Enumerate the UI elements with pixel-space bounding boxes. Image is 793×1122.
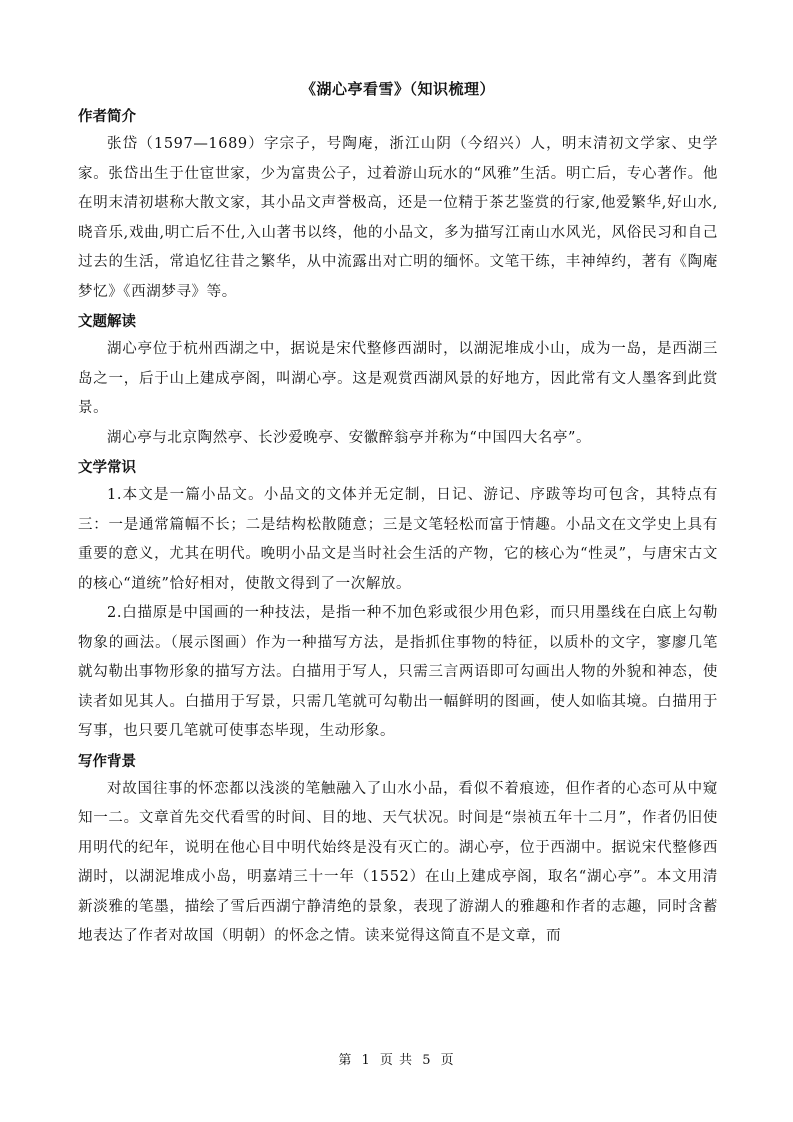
section-author-intro [78,106,718,307]
footer-prefix: 第 [338,1053,353,1068]
footer-mid: 页 共 [379,1053,414,1068]
paragraph: 1.本文是一篇小品文。小品文的文体并无定制，日记、游记、序跋等均可包含，其特点有三：一是通常篇幅不长；二是结构松散随意；三是文笔轻松而富于情趣。小品文在文学史上具有重要的意义，尤其在明代。晚明小品文是当时社会生活的产物，它的核心为“性灵”，与唐宋古文的核心“道统”恰好相对，使散文得到了一次解放。 [78,487,718,592]
section-title-interpretation [78,311,718,453]
footer-suffix: 页 [440,1053,455,1068]
page-number: 1 [361,1053,371,1068]
section-writing-background [78,751,718,952]
section-literary-knowledge [78,457,718,747]
paragraph: 湖心亭位于杭州西湖之中，据说是宋代整修西湖时，以湖泥堆成小山，成为一岛，是西湖三岛之一，后于山上建成亭阁，叫湖心亭。这是观赏西湖风景的好地方，因此常有文人墨客到此赏景。 [78,341,718,416]
paragraph: 对故国往事的怀恋都以浅淡的笔触融入了山水小品，看似不着痕迹，但作者的心态可从中窥知一二。文章首先交代看雪的时间、目的地、天气状况。时间是“崇祯五年十二月”，作者仍旧使用明代的纪年，说明在他心目中明代始终是没有灭亡的。湖心亭，位于西湖中。据说宋代整修西湖时，以湖泥堆成小岛，明嘉靖三十一年（1552）在山上建成亭阁，取名“湖心亭”。本文用清新淡雅的笔墨，描绘了雪后西湖宁静清绝的景象，表现了游湖人的雅趣和作者的志趣，同时含蓄地表达了作者对故国（明朝）的怀念之情。读来觉得这简直不是文章，而 [78,780,718,944]
section-heading: 文学常识 [78,460,136,476]
page-footer [0,1052,793,1070]
section-heading: 文题解读 [78,314,136,330]
section-heading: 写作背景 [78,753,136,770]
section-heading: 作者简介 [78,109,136,125]
paragraph: 张岱（1597—1689）字宗子，号陶庵，浙江山阴（今绍兴）人，明末清初文学家、史学家。张岱出生于仕宦世家，少为富贵公子，过着游山玩水的“风雅”生活。明亡后，专心著作。他在明末清初堪称大散文家，其小品文声誉极高，还是一位精于茶艺鉴赏的行家,他爱繁华,好山水,晓音乐,戏曲,明亡后不仕,入山著书以终，他的小品文，多为描写江南山水风光，风俗民习和自己过去的生活，常追忆往昔之繁华，从中流露出对亡明的缅怀。文笔干练，丰神绰约，著有《陶庵梦忆》《西湖梦寻》等。 [78,136,718,300]
document-body [78,78,718,952]
paragraph: 湖心亭与北京陶然亭、长沙爱晚亭、安徽醉翁亭并称为“中国四大名亭”。 [107,429,592,446]
paragraph: 2.白描原是中国画的一种技法，是指一种不加色彩或很少用色彩，而只用墨线在白底上勾勒物象的画法。（展示图画）作为一种描写方法，是指抓住事物的特征，以质朴的文字，寥廖几笔就勾勒出事物形象的描写方法。白描用于写人，只需三言两语即可勾画出人物的外貌和神态，使读者如见其人。白描用于写景，只需几笔就可勾勒出一幅鲜明的图画，使人如临其境。白描用于写事，也只要几笔就可使事态毕现，生动形象。 [78,605,718,739]
page-total: 5 [422,1053,432,1068]
document-title: 《湖心亭看雪》（知识梳理） [300,80,495,98]
